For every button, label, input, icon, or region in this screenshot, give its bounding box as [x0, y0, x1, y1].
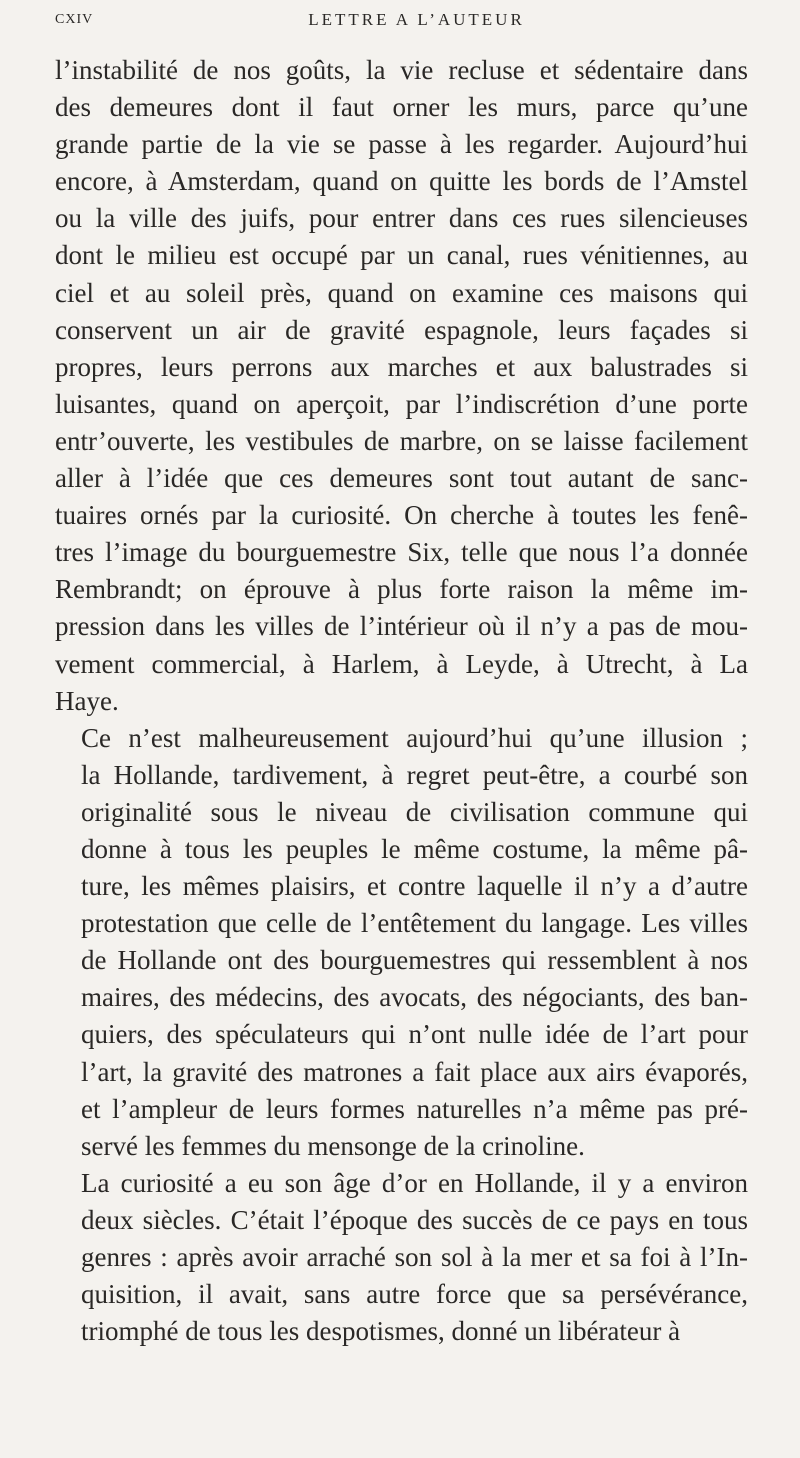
- body-text: [55, 52, 748, 1350]
- text-line: grande partie de la vie se passe à les regarder. Aujourd’hui: [55, 129, 748, 160]
- paragraph: [55, 52, 748, 720]
- text-line: et l’ampleur de leurs formes naturelles n’a même pas pré-: [81, 1093, 748, 1124]
- text-line: Rembrandt; on éprouve à plus forte raison la même im-: [55, 574, 748, 605]
- paragraph: [55, 1165, 748, 1350]
- paragraph: [55, 720, 748, 1165]
- text-line: l’instabilité de nos goûts, la vie recluse et sédentaire dans: [55, 55, 748, 85]
- text-line: donne à tous les peuples le même costume, la même pâ-: [81, 833, 748, 864]
- text-line: tuaires ornés par la curiosité. On cherche à toutes les fenê-: [55, 500, 748, 531]
- text-line: ou la ville des juifs, pour entrer dans ces rues silencieuses: [55, 203, 748, 234]
- text-line: aller à l’idée que ces demeures sont tout autant de sanc-: [55, 463, 748, 494]
- text-line: entr’ouverte, les vestibules de marbre, on se laisse facilement: [55, 425, 748, 456]
- text-line: conservent un air de gravité espagnole, leurs façades si: [55, 314, 748, 345]
- text-line: Haye.: [55, 685, 119, 716]
- page-number: CXIV: [55, 12, 94, 27]
- text-line: vement commercial, à Harlem, à Leyde, à Utrecht, à La: [55, 648, 748, 679]
- text-line: quisition, il avait, sans autre force que sa persévérance,: [81, 1279, 748, 1310]
- text-line: pression dans les villes de l’intérieur où il n’y a pas de mou-: [55, 611, 748, 642]
- text-line: luisantes, quand on aperçoit, par l’indiscrétion d’une porte: [55, 388, 748, 419]
- text-line: maires, des médecins, des avocats, des négociants, des ban-: [81, 982, 748, 1013]
- text-line: ture, les mêmes plaisirs, et contre laquelle il n’y a d’autre: [81, 871, 748, 902]
- text-line: quiers, des spéculateurs qui n’ont nulle idée de l’art pour: [81, 1019, 748, 1050]
- text-line: triomphé de tous les despotismes, donné un libérateur à: [81, 1316, 681, 1347]
- text-line: ciel et au soleil près, quand on examine ces maisons qui: [55, 277, 748, 308]
- text-line: deux siècles. C’était l’époque des succès de ce pays en tous: [81, 1204, 748, 1235]
- text-line: servé les femmes du mensonge de la crinoline.: [81, 1130, 585, 1161]
- text-line: des demeures dont il faut orner les murs, parce qu’une: [55, 92, 748, 123]
- text-line: tres l’image du bourguemestre Six, telle que nous l’a donnée: [55, 537, 748, 568]
- text-line: propres, leurs perrons aux marches et aux balustrades si: [55, 351, 748, 382]
- text-line: genres : après avoir arraché son sol à la mer et sa foi à l’In-: [81, 1242, 748, 1272]
- text-line: encore, à Amsterdam, quand on quitte les bords de l’Amstel: [55, 166, 748, 197]
- text-line: La curiosité a eu son âge d’or en Hollande, il y a environ: [81, 1167, 748, 1198]
- text-line: protestation que celle de l’entêtement du langage. Les villes: [81, 908, 748, 939]
- text-line: dont le milieu est occupé par un canal, rues vénitiennes, au: [55, 240, 748, 271]
- text-line: Ce n’est malheureusement aujourd’hui qu’une illusion ;: [81, 722, 748, 753]
- text-line: l’art, la gravité des matrones a fait place aux airs évaporés,: [81, 1056, 748, 1087]
- text-line: originalité sous le niveau de civilisation commune qui: [81, 796, 748, 827]
- text-line: de Hollande ont des bourguemestres qui ressemblent à nos: [81, 945, 748, 976]
- running-head: [55, 0, 748, 44]
- running-head-title: LETTRE A L’AUTEUR: [308, 10, 525, 29]
- text-line: la Hollande, tardivement, à regret peut-être, a courbé son: [81, 759, 748, 790]
